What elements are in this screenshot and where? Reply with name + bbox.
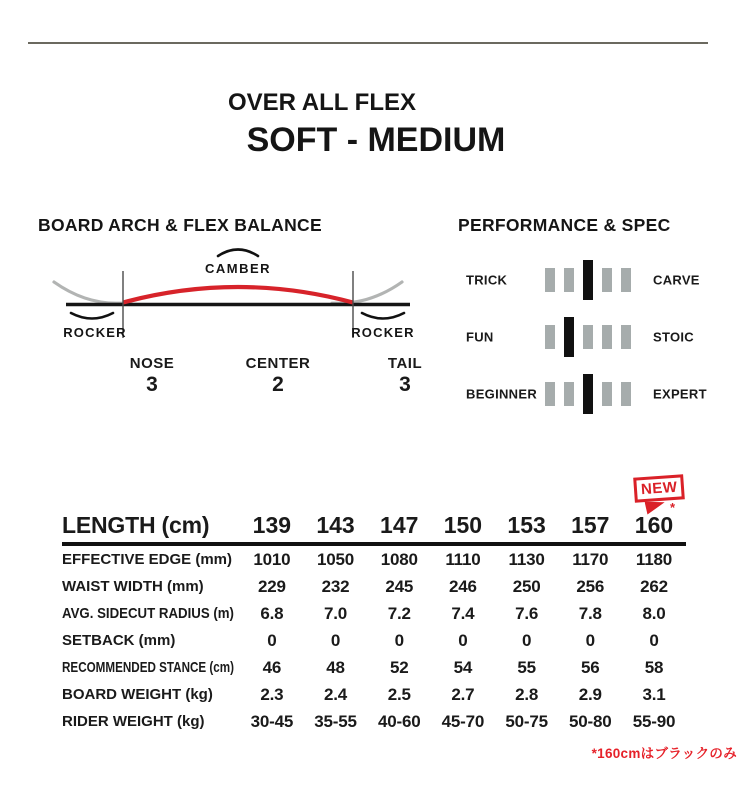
zone-value: 3 — [399, 373, 411, 396]
rating-bar-active — [583, 374, 593, 414]
zone-nose — [107, 355, 197, 397]
spec-row-label: BOARD WEIGHT (kg) — [62, 685, 213, 703]
spec-cell: 0 — [649, 630, 659, 650]
camber-curve — [123, 287, 353, 303]
rocker-left-label: ROCKER — [63, 325, 127, 340]
spec-cell: 250 — [512, 576, 541, 596]
spec-cell: 7.4 — [451, 603, 475, 623]
length-column-header: 147 — [380, 511, 419, 538]
spec-cell: 1110 — [445, 549, 481, 569]
spec-row-label: RECOMMENDED STANCE (cm) — [62, 658, 235, 676]
rating-bar — [602, 268, 612, 292]
rocker-right-arc-icon — [362, 313, 404, 319]
rocker-left-arc-icon — [71, 313, 113, 319]
rating-bar — [621, 325, 631, 349]
spec-cell: 50-75 — [505, 711, 548, 731]
spec-cell: 0 — [267, 630, 277, 650]
performance-section-title: PERFORMANCE & SPEC — [458, 215, 671, 235]
rating-bar — [545, 382, 555, 406]
rating-bar-active — [583, 260, 593, 300]
spec-cell: 55 — [517, 657, 536, 677]
spec-table-row — [62, 681, 686, 708]
top-divider-rule — [28, 42, 708, 44]
spec-cell: 50-80 — [569, 711, 612, 731]
spec-cell: 46 — [262, 657, 282, 677]
spec-cell: 35-55 — [314, 711, 357, 731]
perf-left-label: BEGINNER — [466, 386, 538, 402]
board-arch-section-title: BOARD ARCH & FLEX BALANCE — [38, 215, 322, 235]
flex-rating-title: SOFT - MEDIUM — [246, 121, 506, 159]
length-column-header: 143 — [316, 511, 355, 538]
spec-table-row — [62, 546, 686, 573]
length-column-header: 139 — [252, 511, 292, 538]
spec-table-body — [62, 546, 686, 735]
rating-bar-group — [545, 317, 631, 357]
new-badge-asterisk: * — [670, 500, 676, 515]
rating-bar — [621, 268, 631, 292]
zone-value: 3 — [146, 373, 158, 396]
spec-cell: 232 — [321, 576, 350, 596]
length-header-label: LENGTH (cm) — [62, 511, 210, 538]
rating-bar — [545, 268, 555, 292]
spec-cell: 3.1 — [642, 684, 666, 704]
spec-cell: 7.0 — [324, 603, 348, 623]
spec-cell: 56 — [581, 657, 600, 677]
spec-table-row — [62, 654, 686, 681]
spec-table-row — [62, 600, 686, 627]
rating-bar — [564, 268, 574, 292]
zone-tail — [360, 355, 450, 397]
spec-cell: 30-45 — [250, 711, 294, 731]
spec-cell: 1010 — [253, 549, 291, 569]
rating-bar-group — [545, 374, 631, 414]
spec-cell: 262 — [640, 576, 668, 596]
spec-cell: 0 — [394, 630, 404, 650]
spec-cell: 58 — [644, 657, 664, 677]
spec-cell: 0 — [585, 630, 595, 650]
spec-cell: 52 — [389, 657, 409, 677]
spec-table-row — [62, 708, 686, 735]
spec-cell: 1170 — [572, 549, 609, 569]
board-arch-diagram — [38, 240, 418, 352]
zone-label: TAIL — [387, 355, 423, 372]
spec-cell: 1080 — [380, 549, 418, 569]
spec-cell: 2.5 — [387, 684, 411, 704]
spec-row-label: WAIST WIDTH (mm) — [62, 577, 204, 595]
spec-cell: 1180 — [635, 549, 673, 569]
footnote-160cm: *160cmはブラックのみ — [591, 746, 737, 761]
rating-bar — [545, 325, 555, 349]
spec-row-label: SETBACK (mm) — [62, 631, 176, 649]
spec-table-header-row — [62, 508, 686, 546]
perf-right-label: CARVE — [653, 272, 700, 288]
spec-cell: 256 — [576, 576, 605, 596]
rating-bar-active — [564, 317, 574, 357]
rocker-right-label: ROCKER — [351, 325, 415, 340]
spec-cell: 54 — [453, 657, 473, 677]
spec-cell: 8.0 — [642, 603, 666, 623]
perf-row-trick — [458, 260, 720, 300]
perf-right-label: STOIC — [653, 329, 694, 345]
spec-cell: 0 — [458, 630, 468, 650]
spec-cell: 1050 — [317, 549, 355, 569]
camber-arc-icon — [218, 250, 258, 257]
nose-tip-line — [54, 282, 124, 303]
perf-right-label: EXPERT — [653, 386, 707, 402]
zone-label: CENTER — [245, 355, 311, 372]
spec-cell: 2.7 — [451, 684, 475, 704]
perf-row-beginner — [458, 374, 720, 414]
spec-cell: 2.8 — [515, 684, 539, 704]
new-badge-box: NEW — [633, 474, 684, 502]
spec-cell: 0 — [521, 630, 532, 650]
spec-table — [62, 508, 686, 735]
spec-row-label: RIDER WEIGHT (kg) — [62, 712, 205, 730]
spec-cell: 1130 — [508, 549, 545, 569]
camber-label: CAMBER — [204, 261, 272, 276]
spec-cell: 55-90 — [632, 711, 676, 731]
spec-cell: 40-60 — [377, 711, 421, 731]
rating-bar-group — [545, 260, 631, 300]
perf-row-fun — [458, 317, 720, 357]
overall-flex-heading: OVER ALL FLEX — [227, 89, 416, 116]
spec-cell: 2.4 — [324, 684, 348, 704]
spec-row-label: AVG. SIDECUT RADIUS (m) — [62, 604, 234, 622]
spec-cell: 245 — [385, 576, 414, 596]
zone-center — [233, 355, 323, 397]
perf-left-label: TRICK — [466, 272, 508, 288]
rating-bar — [602, 325, 612, 349]
spec-cell: 7.8 — [578, 603, 602, 623]
spec-cell: 229 — [257, 576, 286, 596]
spec-cell: 45-70 — [441, 711, 485, 731]
spec-row-label: EFFECTIVE EDGE (mm) — [62, 550, 233, 568]
rating-bar — [602, 382, 612, 406]
length-column-header: 150 — [443, 511, 483, 538]
spec-cell: 2.3 — [260, 684, 284, 704]
length-column-header: 157 — [571, 511, 610, 538]
spec-cell: 48 — [326, 657, 345, 677]
zone-label: NOSE — [129, 355, 175, 372]
spec-table-row — [62, 573, 686, 600]
rating-bar — [564, 382, 574, 406]
length-column-header: 160 — [634, 511, 674, 538]
spec-cell: 2.9 — [578, 684, 602, 704]
spec-cell: 7.2 — [387, 603, 411, 623]
spec-cell: 246 — [449, 576, 477, 596]
length-column-header: 153 — [507, 511, 546, 538]
rating-bar — [621, 382, 631, 406]
spec-cell: 6.8 — [260, 603, 284, 623]
rating-bar — [583, 325, 593, 349]
spec-cell: 0 — [330, 630, 341, 650]
perf-left-label: FUN — [466, 329, 494, 345]
spec-cell: 7.6 — [515, 603, 539, 623]
spec-table-row — [62, 627, 686, 654]
zone-value: 2 — [272, 373, 284, 396]
